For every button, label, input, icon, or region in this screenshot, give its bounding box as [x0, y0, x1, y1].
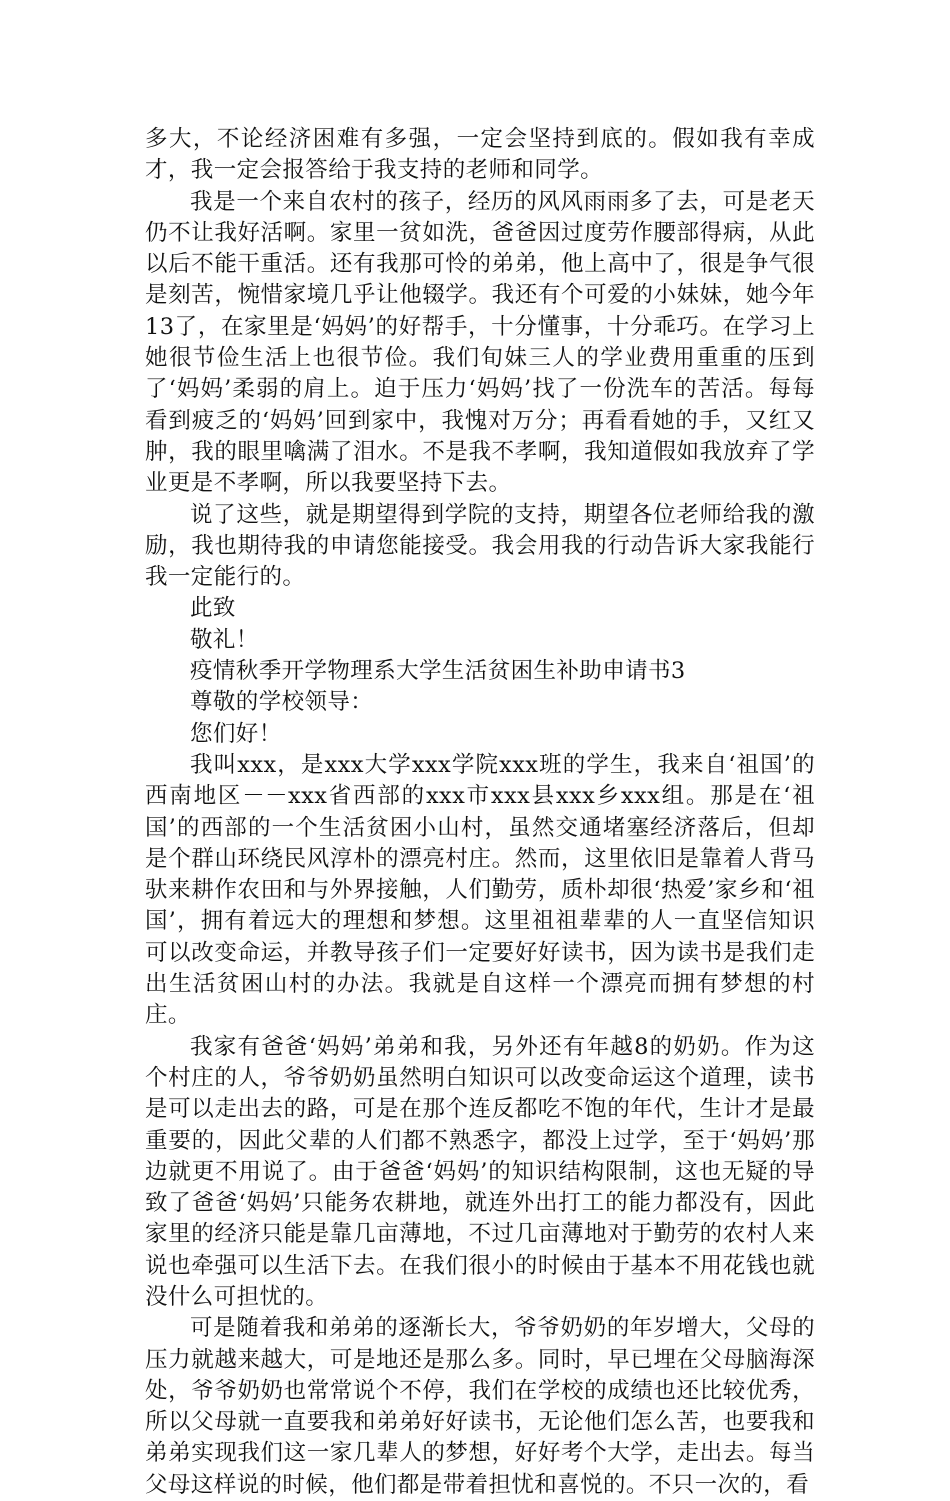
hello-line: 您们好！ — [190, 720, 282, 747]
body-paragraph-pressure: 可是随着我和弟弟的逐渐长大，爷爷奶奶的年岁增大，父母的压力就越来越大，可是地还是那么多。同时，早已埋在父母脑海深处，爷爷奶奶也常常说个不停，我们在学校的成绩也还比较优秀，所以父母就一直要我和弟弟好好读书，无论他们怎么苦，也要我和弟弟实现我们这一家几辈人的梦想，好好考个大学，走出去。每当父母这样说的时候，他们都是带着担忧和喜悦的。不只一次的，看 — [145, 1315, 815, 1498]
body-paragraph-family: 我家有爸爸‘妈妈’弟弟和我，另外还有年越8的奶奶。作为这个村庄的人，爷爷奶奶虽然明白知识可以改变命运这个道理，读书是可以走出去的路，可是在那个连反都吃不饱的年代，生计才是最重要的，因此父辈的人们都不熟悉字，都没上过学，至于‘妈妈’那边就更不用说了。由于爸爸‘妈妈’的知识结构限制，这也无疑的导致了爸爸‘妈妈’只能务农耕地，就连外出打工的能力都没有，因此家里的经济只能是靠几亩薄地，不过几亩薄地对于勤劳的农村人来说也牵强可以生活下去。在我们很小的时候由于基本不用花钱也就没什么可担忧的。 — [145, 1033, 815, 1310]
closing-line-1: 此致 — [190, 595, 236, 622]
greeting: 尊敬的学校领导： — [190, 689, 374, 716]
paragraph-conclusion: 说了这些，就是期望得到学院的支持，期望各位老师给我的激励，我也期待我的申请您能接受。我会用我的行动告诉大家我能行我一定能行的。 — [145, 501, 815, 591]
document-page — [145, 124, 815, 1501]
closing-line-2: 敬礼！ — [190, 626, 259, 653]
body-paragraph-intro: 我叫xxx，是xxx大学xxx学院xxx班的学生，我来自‘祖国’的西南地区－－xxx省西部的xxx市xxx县xxx乡xxx组。那是在‘祖国’的西部的一个生活贫困小山村，虽然交通堵塞经济落后，但却是个群山环绕民风淳朴的漂亮村庄。然而，这里依旧是靠着人背马驮来耕作农田和与外界接触，人们勤劳，质朴却很‘热爱’家乡和‘祖国’，拥有着远大的理想和梦想。这里祖祖辈辈的人一直坚信知识可以改变命运，并教导孩子们一定要好好读书，因为读书是我们走出生活贫困山村的办法。我就是自这样一个漂亮而拥有梦想的村庄。 — [145, 751, 815, 1029]
paragraph-continuation: 多大，不论经济困难有多强，一定会坚持到底的。假如我有幸成才，我一定会报答给于我支持的老师和同学。 — [145, 126, 815, 184]
paragraph-background: 我是一个来自农村的孩子，经历的风风雨雨多了去，可是老天仍不让我好活啊。家里一贫如洗，爸爸因过度劳作腰部得病，从此以后不能干重活。还有我那可怜的弟弟，他上高中了，很是争气很是刻苦，惋惜家境几乎让他辍学。我还有个可爱的小妹妹，她今年13了，在家里是‘妈妈’的好帮手，十分懂事，十分乖巧。在学习上她很节俭生活上也很节俭。我们旬妹三人的学业费用重重的压到了‘妈妈’柔弱的肩上。迫于压力‘妈妈’找了一份洗车的苦活。每每看到疲乏的‘妈妈’回到家中，我愧对万分；再看看她的手，又红又肿，我的眼里噙满了泪水。不是我不孝啊，我知道假如我放弃了学业更是不孝啊，所以我要坚持下去。 — [145, 188, 815, 497]
section-title: 疫情秋季开学物理系大学生活贫困生补助申请书3 — [190, 658, 686, 685]
